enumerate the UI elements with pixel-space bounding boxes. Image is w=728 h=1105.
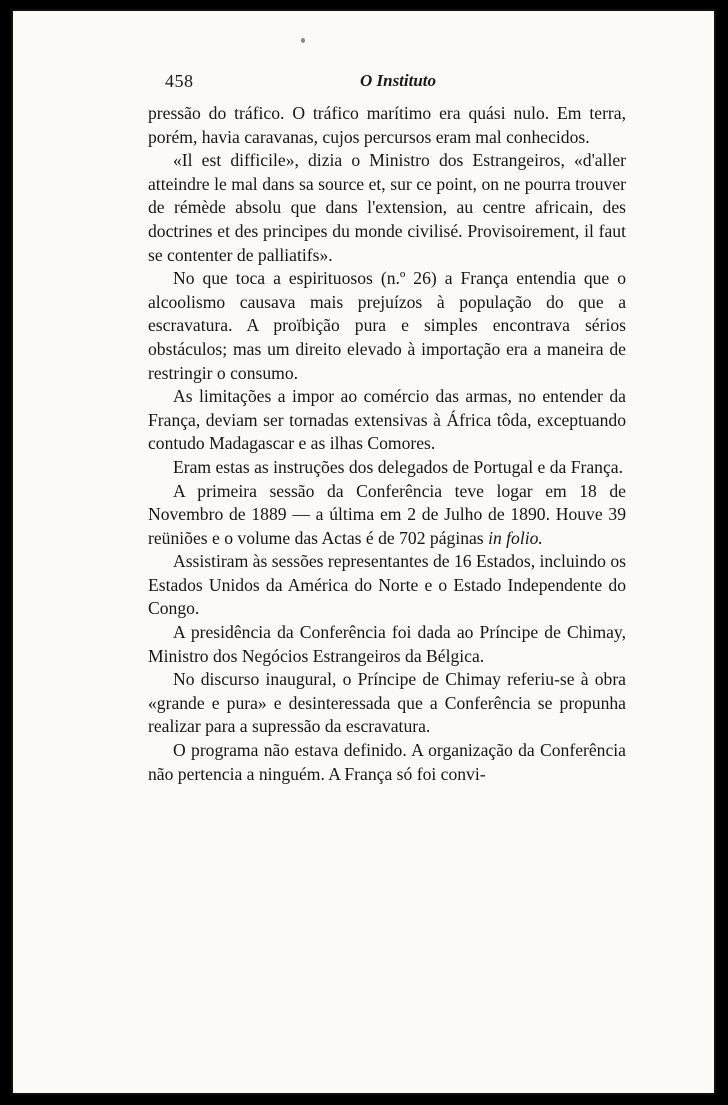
running-title: O Instituto [359, 71, 437, 90]
page-number: 458 [165, 71, 194, 91]
paragraph: Eram estas as instruções dos delegados de Portugal e da França. [173, 456, 623, 477]
paragraph: O programa não estava definido. A organização da Conferência não pertencia a ninguém. A França só foi convi- [148, 740, 626, 784]
ink-speck [301, 38, 305, 43]
italic-phrase: in folio. [488, 527, 543, 548]
page-header [159, 71, 637, 95]
paragraph: No discurso inaugural, o Príncipe de Chimay referiu-se à obra «grande e pura» e desinteressada que a Conferência se propunha realizar para a supressão da escravatura. [148, 669, 626, 737]
paragraph-text: A primeira sessão da Conferência teve logar em 18 de Novembro de 1889 — a última em 2 de Julho de 1890. Houve 39 reüniões e o volume das Actas é de 702 páginas [148, 480, 626, 548]
paragraph: As limitações a impor ao comércio das armas, no entender da França, deviam ser tornadas extensivas à África tôda, exceptuando contudo Madagascar e as ilhas Comores. [148, 386, 626, 454]
paragraph: No que toca a espirituosos (n.º 26) a França entendia que o alcoolismo causava mais prejuízos à população do que a escravatura. A proïbição pura e simples encontrava sérios obstáculos; mas um direito elevado à importação era a maneira de restringir o consumo. [148, 268, 626, 383]
paragraph: A presidência da Conferência foi dada ao Príncipe de Chimay, Ministro dos Negócios Estrangeiros da Bélgica. [148, 622, 626, 666]
paragraph: Assistiram às sessões representantes de 16 Estados, incluindo os Estados Unidos da América do Norte e o Estado Independente do Congo. [148, 551, 626, 619]
body-text [148, 102, 626, 786]
paragraph [148, 480, 626, 551]
paragraph: «Il est difficile», dizia o Ministro dos Estrangeiros, «d'aller atteindre le mal dans sa source et, sur ce point, on ne pourra trouver de rémède absolu que dans l'extension, au centre africain, des doctrines et des principes du monde civilisé. Provisoirement, il faut se contenter de palliatifs». [148, 150, 626, 265]
paragraph: pressão do tráfico. O tráfico marítimo era quási nulo. Em terra, porém, havia caravanas, cujos percursos eram mal conhecidos. [148, 103, 626, 147]
